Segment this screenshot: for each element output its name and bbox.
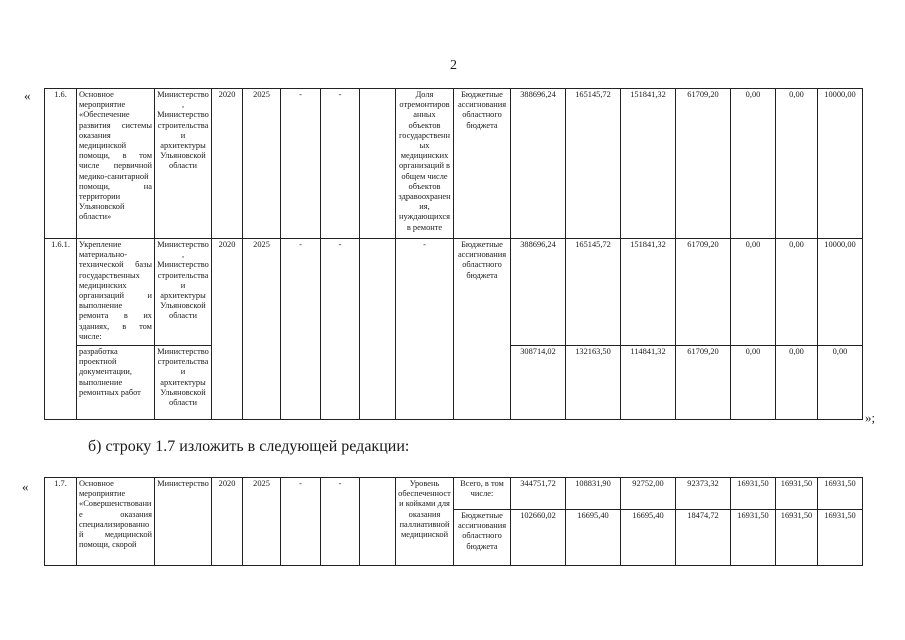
executor: Министерство, Министерство строительства и архитектуры Ульяновской области	[155, 89, 212, 239]
value-cell: 16931,50	[776, 478, 818, 510]
empty-cell	[360, 239, 396, 420]
value-cell: 0,00	[776, 346, 818, 420]
value-cell: 61709,20	[676, 239, 731, 346]
value-cell: 344751,72	[511, 478, 566, 510]
value-cell: 0,00	[731, 89, 776, 239]
value-cell: 18474,72	[676, 510, 731, 566]
activity-name: Основное мероприятие «Совершенствование оказания специализированной медицинской помощи, скорой	[77, 478, 155, 566]
row-number: 1.7.	[45, 478, 77, 566]
quote-close: »;	[865, 410, 876, 425]
page-number: 2	[450, 58, 457, 73]
dash-cell: -	[281, 89, 321, 239]
value-cell: 0,00	[776, 239, 818, 346]
value-cell: 151841,32	[621, 89, 676, 239]
value-cell: 388696,24	[511, 89, 566, 239]
funding-source: Бюджетные ассигнования областного бюджета	[454, 89, 511, 239]
start-year: 2020	[212, 239, 243, 420]
dash-cell: -	[396, 239, 454, 420]
table-row	[45, 478, 863, 510]
value-cell: 16931,50	[731, 478, 776, 510]
value-cell: 16931,50	[731, 510, 776, 566]
value-cell: 0,00	[731, 239, 776, 346]
value-cell: 16931,50	[818, 478, 863, 510]
value-cell: 388696,24	[511, 239, 566, 346]
activity-name: Основное мероприятие «Обеспечение развития системы оказания медицинской помощи, в том числе первичной медико-санитарной помощи, на территории Ульяновской области»	[77, 89, 155, 239]
funding-source: Бюджетные ассигнования областного бюджета	[454, 239, 511, 420]
value-cell: 16695,40	[621, 510, 676, 566]
table-row-1-7	[44, 477, 863, 566]
target-indicator: Уровень обеспеченности койками для оказания паллиативной медицинской	[396, 478, 454, 566]
activity-name: Укрепление материально-технической базы государственных медицинских организаций и выполнение ремонта в их зданиях, в том числе:	[77, 239, 155, 346]
start-year: 2020	[212, 89, 243, 239]
value-cell: 16931,50	[776, 510, 818, 566]
value-cell: 165145,72	[566, 239, 621, 346]
table-row	[45, 89, 863, 239]
row-number: 1.6.1.	[45, 239, 77, 420]
value-cell: 114841,32	[621, 346, 676, 420]
executor: Министерство	[155, 478, 212, 566]
executor: Министерство, Министерство строительства и архитектуры Ульяновской области	[155, 239, 212, 346]
dash-cell: -	[321, 478, 360, 566]
value-cell: 308714,02	[511, 346, 566, 420]
value-cell: 92373,32	[676, 478, 731, 510]
end-year: 2025	[243, 89, 281, 239]
value-cell: 132163,50	[566, 346, 621, 420]
value-cell: 10000,00	[818, 239, 863, 346]
dash-cell: -	[321, 239, 360, 420]
value-cell: 61709,20	[676, 346, 731, 420]
value-cell: 151841,32	[621, 239, 676, 346]
start-year: 2020	[212, 478, 243, 566]
funding-source: Бюджетные ассигнования областного бюджета	[454, 510, 511, 566]
value-cell: 102660,02	[511, 510, 566, 566]
value-cell: 108831,90	[566, 478, 621, 510]
value-cell: 16931,50	[818, 510, 863, 566]
quote-open-2: «	[22, 479, 29, 494]
value-cell: 61709,20	[676, 89, 731, 239]
value-cell: 10000,00	[818, 89, 863, 239]
funding-source: Всего, в том числе:	[454, 478, 511, 510]
dash-cell: -	[281, 478, 321, 566]
end-year: 2025	[243, 478, 281, 566]
quote-open-1: «	[24, 88, 31, 103]
amendment-heading: б) строку 1.7 изложить в следующей редакции:	[88, 438, 410, 455]
value-cell: 0,00	[776, 89, 818, 239]
dash-cell: -	[321, 89, 360, 239]
empty-cell	[360, 89, 396, 239]
end-year: 2025	[243, 239, 281, 420]
row-number: 1.6.	[45, 89, 77, 239]
executor: Министерство строительства и архитектуры Ульяновской области	[155, 346, 212, 420]
dash-cell: -	[281, 239, 321, 420]
value-cell: 16695,40	[566, 510, 621, 566]
table-row	[45, 239, 863, 346]
empty-cell	[360, 478, 396, 566]
value-cell: 0,00	[731, 346, 776, 420]
value-cell: 92752,00	[621, 478, 676, 510]
activity-name: разработка проектной документации, выполнение ремонтных работ	[77, 346, 155, 420]
value-cell: 0,00	[818, 346, 863, 420]
table-rows-1-6	[44, 88, 863, 420]
target-indicator: Доля отремонтированных объектов государственных медицинских организаций в общем числе объектов здравоохранения, нуждающихся в ремонте	[396, 89, 454, 239]
value-cell: 165145,72	[566, 89, 621, 239]
